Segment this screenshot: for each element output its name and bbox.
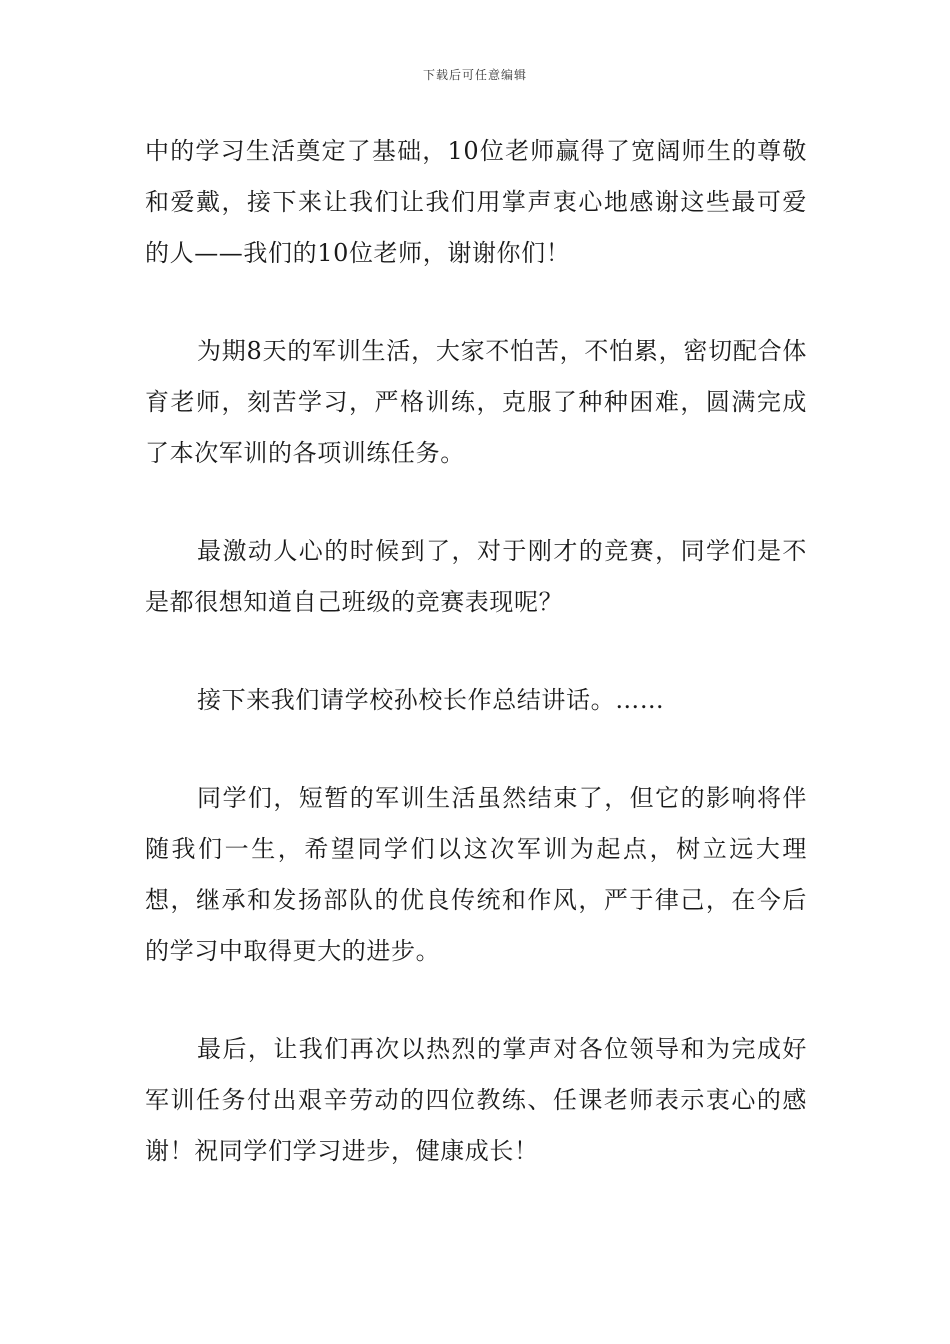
paragraph-closing-thanks: 最后，让我们再次以热烈的掌声对各位领导和为完成好军训任务付出艰辛劳动的四位教练、任课老师表示衷心的感谢！祝同学们学习进步，健康成长！: [145, 1035, 807, 1165]
page-header-note: 下载后可任意编辑: [422, 68, 527, 82]
paragraph-thanks-teachers: 中的学习生活奠定了基础，10位老师赢得了宽阔师生的尊敬和爱戴，接下来让我们让我们用掌声衷心地感谢这些最可爱的人——我们的10位老师，谢谢你们！: [145, 137, 807, 267]
paragraph-encouragement: 同学们，短暂的军训生活虽然结束了，但它的影响将伴随我们一生，希望同学们以这次军训为起点，树立远大理想，继承和发扬部队的优良传统和作风，严于律己，在今后的学习中取得更大的进步。: [145, 784, 807, 965]
paragraph-principal-speech: 接下来我们请学校孙校长作总结讲话。……: [197, 686, 665, 714]
paragraph-training-summary: 为期8天的军训生活，大家不怕苦，不怕累，密切配合体育老师，刻苦学习，严格训练，克服了种种困难，圆满完成了本次军训的各项训练任务。: [145, 337, 807, 467]
paragraph-competition-results: 最激动人心的时候到了，对于刚才的竞赛，同学们是不是都很想知道自己班级的竞赛表现呢？: [145, 537, 807, 616]
document-body: [145, 126, 807, 1177]
